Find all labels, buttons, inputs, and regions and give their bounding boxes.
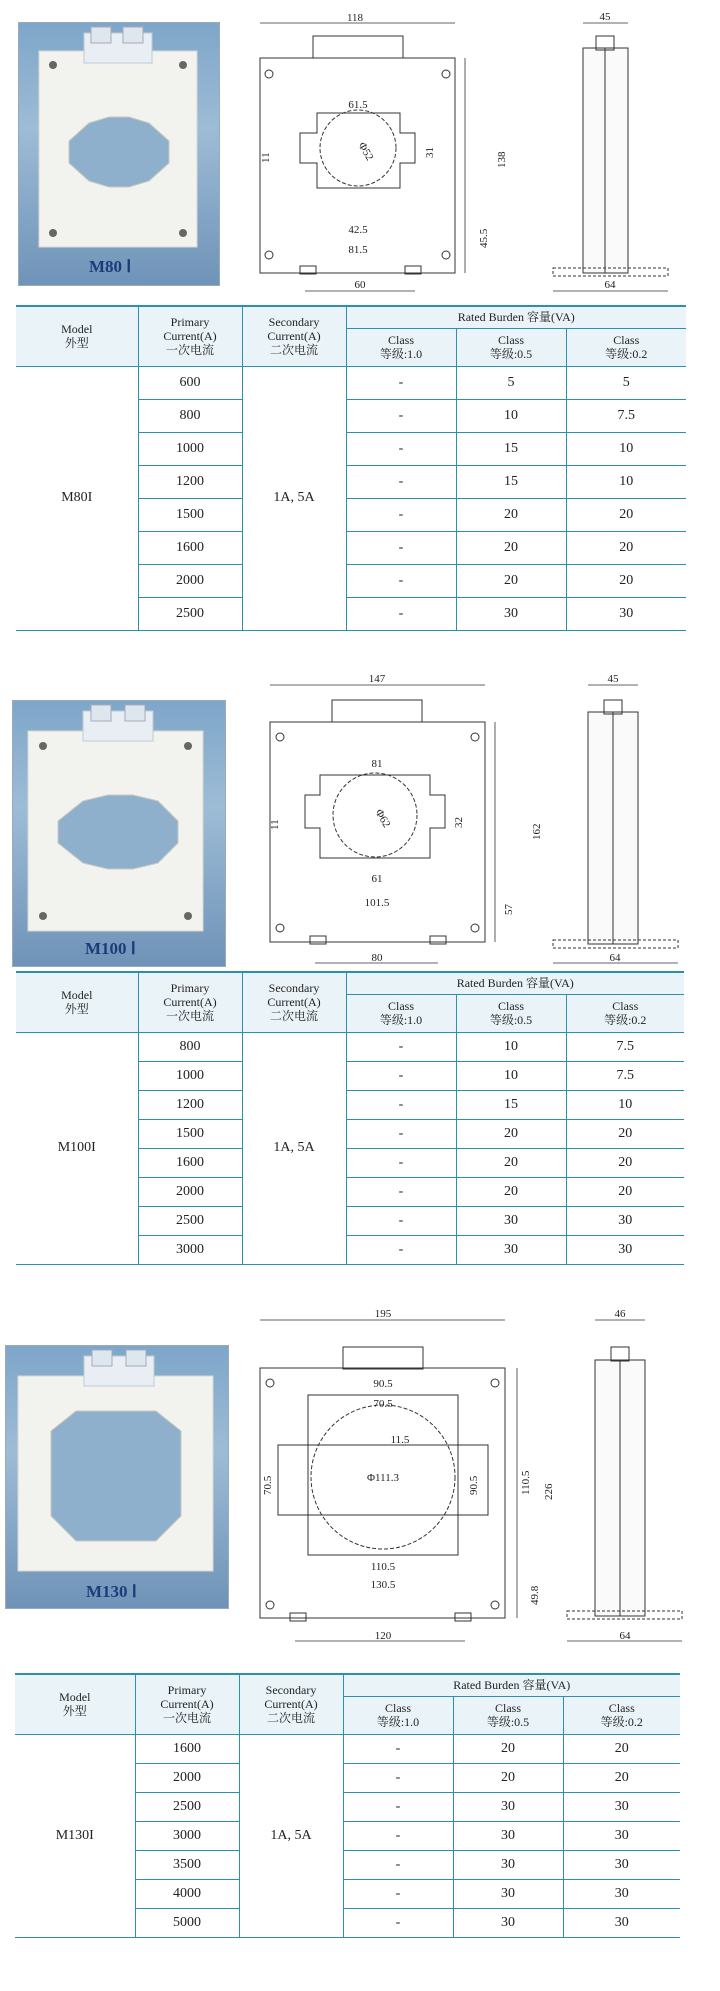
class-1-cell: -: [346, 531, 456, 564]
class-02-cell: 20: [566, 1148, 684, 1177]
header-model: Model 外型: [15, 1674, 135, 1734]
primary-cell: 2000: [138, 564, 242, 597]
m100-dim-notch: 11: [269, 819, 281, 830]
m100-dim-foot: 64: [609, 952, 621, 964]
m80-dim-width: 118: [346, 12, 364, 24]
m80-dim-hole-top: 61.5: [348, 99, 368, 111]
class-02-cell: 30: [563, 1850, 680, 1879]
class-1-cell: -: [346, 1206, 456, 1235]
primary-cell: 2000: [138, 1177, 242, 1206]
m80-dim-hole-bottom: 42.5: [348, 224, 368, 236]
m80-product-photo: [18, 22, 220, 286]
header-model: Model 外型: [16, 972, 138, 1032]
class-05-cell: 30: [456, 597, 566, 630]
primary-cell: 1200: [138, 465, 242, 498]
table-row: [16, 1032, 684, 1061]
header-secondary: Secondary Current(A) 二次电流: [242, 972, 346, 1032]
class-02-cell: 30: [566, 1206, 684, 1235]
m80-section: [0, 0, 720, 660]
m130-dim-inner-sq: 70.5: [373, 1398, 393, 1410]
header-secondary: Secondary Current(A) 二次电流: [239, 1674, 343, 1734]
header-class-02: Class 等级:0.2: [566, 994, 684, 1032]
m80-dim-foot: 64: [604, 279, 616, 291]
m130-dim-width: 195: [374, 1308, 392, 1320]
primary-cell: 3000: [135, 1821, 239, 1850]
class-1-cell: -: [346, 1235, 456, 1264]
m100-dim-width: 147: [368, 673, 386, 685]
class-02-cell: 20: [566, 531, 686, 564]
class-02-cell: 30: [566, 597, 686, 630]
m100-dim-side: 32: [453, 817, 465, 828]
header-class-1: Class 等级:1.0: [346, 328, 456, 366]
class-1-cell: -: [346, 564, 456, 597]
class-05-cell: 20: [456, 564, 566, 597]
header-class-1: Class 等级:1.0: [343, 1696, 453, 1734]
class-05-cell: 15: [456, 465, 566, 498]
primary-cell: 2000: [135, 1763, 239, 1792]
class-05-cell: 30: [453, 1792, 563, 1821]
transformer-image: [13, 701, 225, 966]
class-1-cell: -: [346, 1061, 456, 1090]
class-05-cell: 15: [456, 1090, 566, 1119]
class-05-cell: 30: [453, 1850, 563, 1879]
m130-dim-lower: 49.8: [529, 1585, 541, 1605]
primary-cell: 1600: [138, 1148, 242, 1177]
class-1-cell: -: [346, 1148, 456, 1177]
transformer-image: [6, 1346, 228, 1608]
class-1-cell: -: [346, 498, 456, 531]
class-05-cell: 20: [453, 1734, 563, 1763]
table-row: [16, 366, 686, 399]
class-02-cell: 20: [566, 564, 686, 597]
m130-dim-outer-sq: 90.5: [373, 1378, 393, 1390]
class-1-cell: -: [343, 1734, 453, 1763]
m100-dim-hole-bottom: 61: [371, 873, 383, 885]
m100-product-photo: [12, 700, 226, 967]
m100-dim-bolt: 80: [371, 952, 383, 964]
primary-cell: 1000: [138, 432, 242, 465]
m100-dim-depth: 45: [607, 673, 619, 685]
m130-spec-table: [15, 1673, 680, 1938]
class-02-cell: 30: [563, 1908, 680, 1937]
primary-cell: 3500: [135, 1850, 239, 1879]
m130-caption: M130 Ⅰ: [86, 1582, 137, 1601]
m80-dim-side: 31: [424, 147, 436, 158]
class-05-cell: 10: [456, 1061, 566, 1090]
primary-cell: 1600: [138, 531, 242, 564]
m80-side-drawing: [548, 8, 698, 298]
m80-dim-height: 138: [496, 151, 508, 168]
m100-side-drawing: [548, 670, 708, 970]
class-02-cell: 7.5: [566, 1032, 684, 1061]
class-1-cell: -: [346, 1032, 456, 1061]
primary-cell: 800: [138, 1032, 242, 1061]
class-05-cell: 10: [456, 399, 566, 432]
m100-caption: M100 Ⅰ: [85, 939, 136, 958]
m130-dim-right: 90.5: [468, 1475, 480, 1495]
table-row: [15, 1734, 680, 1763]
m100-spec-table: [16, 971, 684, 1265]
primary-cell: 3000: [138, 1235, 242, 1264]
m80-dim-base-width: 81.5: [348, 244, 368, 256]
class-1-cell: -: [346, 597, 456, 630]
m130-secondary-cell: 1A, 5A: [239, 1734, 343, 1937]
class-05-cell: 20: [456, 1148, 566, 1177]
m100-dim-hole-top: 81: [371, 758, 383, 770]
class-1-cell: -: [343, 1821, 453, 1850]
m130-dim-hole-dia: Φ111.3: [367, 1472, 399, 1484]
header-primary: Primary Current(A) 一次电流: [135, 1674, 239, 1734]
class-02-cell: 30: [563, 1821, 680, 1850]
class-1-cell: -: [343, 1763, 453, 1792]
m80-model-cell: M80I: [16, 366, 138, 630]
primary-cell: 2500: [138, 597, 242, 630]
class-02-cell: 7.5: [566, 399, 686, 432]
class-05-cell: 30: [453, 1879, 563, 1908]
class-1-cell: -: [343, 1908, 453, 1937]
class-05-cell: 5: [456, 366, 566, 399]
primary-cell: 1600: [135, 1734, 239, 1763]
m100-front-drawing: [260, 670, 550, 970]
class-02-cell: 7.5: [566, 1061, 684, 1090]
header-primary: Primary Current(A) 一次电流: [138, 306, 242, 366]
header-class-05: Class 等级:0.5: [453, 1696, 563, 1734]
class-05-cell: 30: [456, 1235, 566, 1264]
class-02-cell: 30: [563, 1792, 680, 1821]
m80-dim-bolt: 60: [354, 279, 366, 291]
m130-dim-left: 70.5: [262, 1475, 274, 1495]
header-class-05: Class 等级:0.5: [456, 328, 566, 366]
primary-cell: 800: [138, 399, 242, 432]
primary-cell: 1500: [138, 498, 242, 531]
class-02-cell: 10: [566, 1090, 684, 1119]
header-rated-burden: Rated Burden 容量(VA): [343, 1674, 680, 1696]
class-02-cell: 20: [566, 1177, 684, 1206]
primary-cell: 1000: [138, 1061, 242, 1090]
primary-cell: 2500: [135, 1792, 239, 1821]
header-model: Model 外型: [16, 306, 138, 366]
m130-model-cell: M130I: [15, 1734, 135, 1937]
m130-dim-mid: 110.5: [520, 1470, 532, 1495]
m80-front-drawing: [255, 8, 540, 298]
class-05-cell: 20: [456, 531, 566, 564]
m80-caption: M80 Ⅰ: [89, 257, 132, 276]
primary-cell: 600: [138, 366, 242, 399]
class-1-cell: -: [346, 465, 456, 498]
m130-dim-base-inner: 110.5: [370, 1561, 396, 1573]
m130-dim-foot: 64: [619, 1630, 631, 1642]
primary-cell: 5000: [135, 1908, 239, 1937]
primary-cell: 2500: [138, 1206, 242, 1235]
m100-section: [0, 665, 720, 1305]
m130-product-photo: [5, 1345, 229, 1609]
header-rated-burden: Rated Burden 容量(VA): [346, 306, 686, 328]
class-02-cell: 30: [566, 1235, 684, 1264]
primary-cell: 4000: [135, 1879, 239, 1908]
m100-dim-lower: 57: [503, 904, 515, 915]
m130-dim-slot: 11.5: [390, 1434, 410, 1446]
class-1-cell: -: [346, 1119, 456, 1148]
m80-dim-depth: 45: [599, 11, 611, 23]
class-05-cell: 10: [456, 1032, 566, 1061]
class-05-cell: 30: [453, 1821, 563, 1850]
class-1-cell: -: [346, 366, 456, 399]
class-05-cell: 20: [456, 1177, 566, 1206]
m130-section: [0, 1300, 720, 1991]
class-05-cell: 30: [456, 1206, 566, 1235]
header-class-02: Class 等级:0.2: [566, 328, 686, 366]
class-02-cell: 10: [566, 432, 686, 465]
header-class-05: Class 等级:0.5: [456, 994, 566, 1032]
class-02-cell: 20: [566, 1119, 684, 1148]
class-05-cell: 20: [453, 1763, 563, 1792]
m80-dim-lower: 45.5: [478, 228, 490, 248]
m130-dim-height: 226: [543, 1483, 555, 1500]
class-02-cell: 10: [566, 465, 686, 498]
class-1-cell: -: [343, 1850, 453, 1879]
primary-cell: 1500: [138, 1119, 242, 1148]
m100-secondary-cell: 1A, 5A: [242, 1032, 346, 1264]
m80-spec-table: [16, 305, 686, 631]
class-02-cell: 20: [563, 1763, 680, 1792]
header-secondary: Secondary Current(A) 二次电流: [242, 306, 346, 366]
m130-front-drawing: [255, 1305, 555, 1650]
m100-model-cell: M100I: [16, 1032, 138, 1264]
header-rated-burden: Rated Burden 容量(VA): [346, 972, 684, 994]
m80-dim-notch: 11: [260, 152, 272, 163]
m130-dim-depth: 46: [614, 1308, 626, 1320]
primary-cell: 1200: [138, 1090, 242, 1119]
class-1-cell: -: [346, 1090, 456, 1119]
class-1-cell: -: [346, 1177, 456, 1206]
class-05-cell: 20: [456, 498, 566, 531]
m80-secondary-cell: 1A, 5A: [242, 366, 346, 630]
class-05-cell: 20: [456, 1119, 566, 1148]
class-1-cell: -: [343, 1879, 453, 1908]
m130-side-drawing: [565, 1305, 705, 1650]
class-02-cell: 20: [563, 1734, 680, 1763]
header-primary: Primary Current(A) 一次电流: [138, 972, 242, 1032]
class-02-cell: 5: [566, 366, 686, 399]
class-02-cell: 30: [563, 1879, 680, 1908]
class-1-cell: -: [343, 1792, 453, 1821]
class-05-cell: 30: [453, 1908, 563, 1937]
class-05-cell: 15: [456, 432, 566, 465]
class-1-cell: -: [346, 432, 456, 465]
m100-dim-height: 162: [531, 823, 543, 840]
m100-dim-base-width: 101.5: [364, 897, 390, 909]
m130-dim-bolt: 120: [374, 1630, 392, 1642]
header-class-1: Class 等级:1.0: [346, 994, 456, 1032]
m130-dim-base-width: 130.5: [370, 1579, 396, 1591]
class-1-cell: -: [346, 399, 456, 432]
header-class-02: Class 等级:0.2: [563, 1696, 680, 1734]
class-02-cell: 20: [566, 498, 686, 531]
m80-dim-hole-dia: Φ52: [355, 140, 376, 163]
m100-dim-hole-dia: Φ62: [372, 807, 393, 830]
transformer-image: [19, 23, 219, 285]
